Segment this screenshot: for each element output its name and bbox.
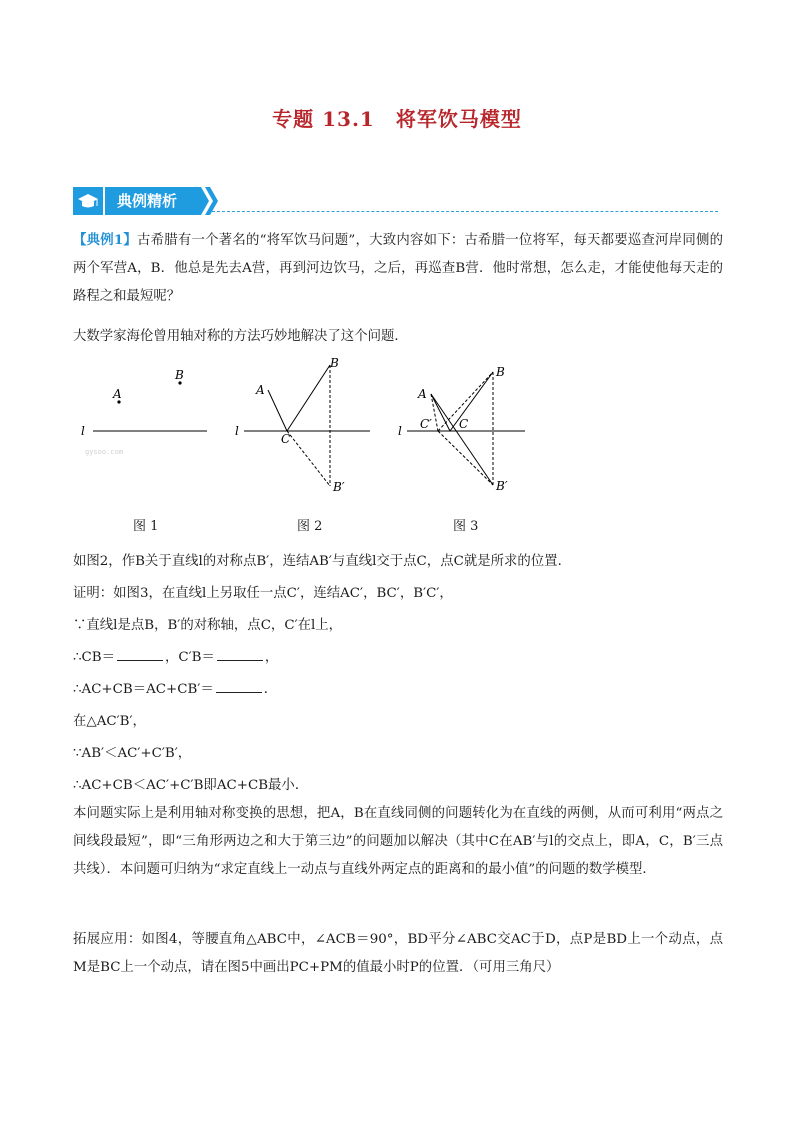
answer-blank-2[interactable] bbox=[217, 648, 263, 661]
intro-text: 大数学家海伦曾用轴对称的方法巧妙地解决了这个问题． bbox=[73, 329, 408, 344]
extension-paragraph: 拓展应用：如图4，等腰直角△ABC中，∠ACB＝90°，BD平分∠ABC交AC于D，点P是BD上一个动点，点M是BC上一个动点，请在图5中画出PC+PM的值最小时P的位置．（可用三角尺） bbox=[73, 932, 723, 975]
proof-line-4-a: ∴CB＝ bbox=[73, 650, 115, 665]
section-label: 典例精析 bbox=[117, 192, 178, 210]
proof-line-2: 证明：如图3，在直线l上另取任一点C′，连结AC′，BC′，B′C′， bbox=[73, 586, 453, 601]
fig2-label-c: C bbox=[281, 432, 291, 446]
proof-line-5-b: ． bbox=[263, 682, 278, 697]
proof-line-6: 在△AC′B′， bbox=[73, 714, 146, 729]
fig2-label-l: l bbox=[235, 424, 239, 438]
proof-line-3: ∵直线l是点B，B′的对称轴，点C，C′在l上， bbox=[73, 618, 343, 633]
proof-line-5 bbox=[73, 678, 277, 697]
fig1-label-b: B bbox=[175, 368, 184, 382]
fig3-label-cp: C′ bbox=[420, 417, 432, 431]
fig3-label-a: A bbox=[418, 387, 427, 401]
proof-line-5-a: ∴AC+CB＝AC+CB′＝ bbox=[73, 682, 214, 697]
fig1-label-a: A bbox=[113, 387, 122, 401]
fig3-label-l: l bbox=[398, 424, 402, 438]
proof-line-1: 如图2，作B关于直线l的对称点B′，连结AB′与直线l交于点C，点C就是所求的位置． bbox=[73, 554, 571, 569]
fig3-label-c: C bbox=[459, 417, 469, 431]
fig2-label-a: A bbox=[256, 383, 265, 397]
example-text: 古希腊有一个著名的“将军饮马问题”，大致内容如下：古希腊一位将军，每天都要巡查河岸同侧的两个军营A，B．他总是先去A营，再到河边饮马，之后，再巡查B营．他时常想，怎么走，才能使他每天走的路程之和最短呢？ bbox=[73, 233, 723, 304]
fig1-label-l: l bbox=[81, 424, 85, 438]
proof-line-4 bbox=[73, 646, 278, 665]
figure-1 bbox=[73, 350, 223, 470]
fig1-watermark: gysoo.com bbox=[85, 448, 123, 456]
page-title: 专题 13.1 将军饮马模型 bbox=[272, 107, 522, 131]
figure-3-caption: 图 3 bbox=[453, 519, 479, 534]
figure-2 bbox=[230, 350, 375, 500]
proof-line-4-c: ， bbox=[264, 650, 279, 665]
example-tag: 【典例1】 bbox=[73, 232, 138, 248]
summary-paragraph: 本问题实际上是利用轴对称变换的思想，把A，B在直线同侧的问题转化为在直线的两侧，从而可利用“两点之间线段最短”，即“三角形两边之和大于第三边”的问题加以解决（其中C在AB′与l的交点上，即A，C，B′三点共线）．本问题可归纳为“求定直线上一动点与直线外两定点的距离和的最小值”的问题的数学模型． bbox=[73, 806, 723, 877]
proof-line-7: ∵AB′＜AC′+C′B′， bbox=[73, 746, 192, 761]
figure-3 bbox=[395, 350, 535, 500]
section-divider bbox=[212, 211, 718, 212]
fig2-label-b: B bbox=[330, 356, 339, 370]
figure-2-caption: 图 2 bbox=[297, 519, 323, 534]
answer-blank-1[interactable] bbox=[117, 648, 163, 661]
answer-blank-3[interactable] bbox=[216, 680, 262, 693]
fig2-label-bp: B′ bbox=[333, 480, 345, 494]
proof-line-8: ∴AC+CB＜AC′+C′B即AC+CB最小． bbox=[73, 778, 309, 793]
fig3-label-b: B bbox=[496, 365, 505, 379]
example-paragraph bbox=[73, 226, 723, 311]
proof-line-4-b: ，C′B＝ bbox=[165, 650, 215, 665]
fig3-label-bp: B′ bbox=[496, 479, 508, 493]
figure-1-caption: 图 1 bbox=[133, 519, 159, 534]
